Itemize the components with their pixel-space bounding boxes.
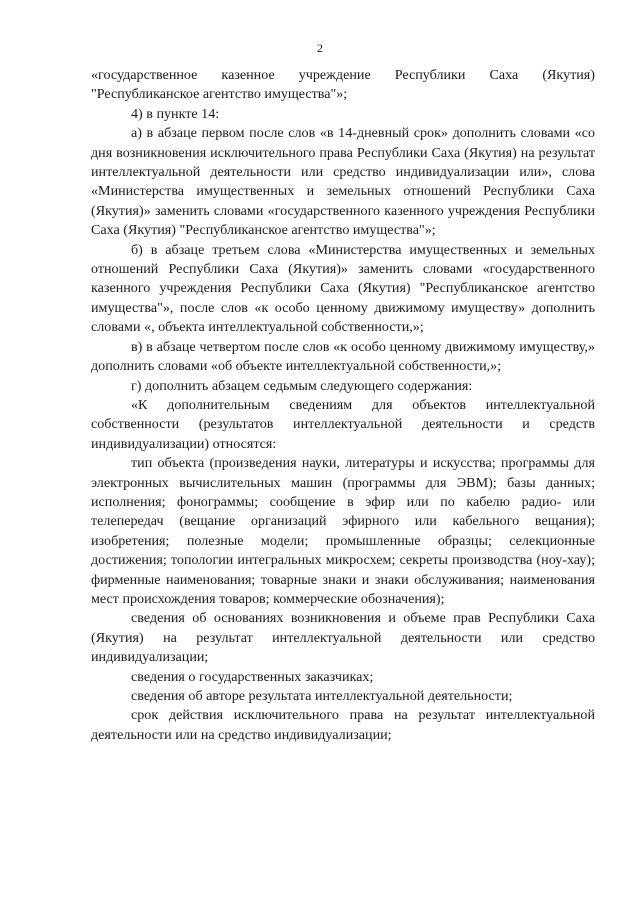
paragraph: «К дополнительным сведениям для объектов интеллектуальной собственности (результатов интеллектуальной деятельности и средств индивидуализации) относятся: xyxy=(91,396,595,452)
paragraph: сведения об авторе результата интеллектуальной деятельности; xyxy=(131,688,513,704)
paragraph: сведения о государственных заказчиках; xyxy=(131,668,374,685)
page-number: 2 xyxy=(317,41,323,55)
paragraph: срок действия исключительного права на результат интеллектуальной деятельности или на средство индивидуализации; xyxy=(91,707,595,743)
paragraph: тип объекта (произведения науки, литературы и искусства; программы для электронных вычислительных машин (программы для ЭВМ); базы данных; исполнения; фонограммы; сообщение в эфир или по кабелю радио- или телепередач (вещание организаций эфирного или кабельного вещания); изобретения; полезные модели; промышленные образцы; селекционные достижения; топологии интегральных микросхем; секреты производства (ноу-хау); фирменные наименования; товарные знаки и знаки обслуживания; наименования мест происхождения товаров; коммерческие обозначения); xyxy=(91,455,595,607)
paragraph: «государственное казенное учреждение Республики Саха (Якутия) "Республиканское агентство имущества"»; xyxy=(91,67,595,103)
paragraph: б) в абзаце третьем слова «Министерства имущественных и земельных отношений Республики Саха (Якутия)» заменить словами «государственного казенного учреждения Республики Саха (Якутия) "Республиканское агентство имущества"», после слов «к особо ценному движимому имуществу» дополнить словами «, объекта интеллектуальной собственности,»; xyxy=(91,241,595,336)
paragraph: 4) в пункте 14: xyxy=(131,105,220,122)
document-body xyxy=(91,66,595,745)
paragraph: сведения об основаниях возникновения и объеме прав Республики Саха (Якутия) на результат интеллектуальной деятельности или средство индивидуализации; xyxy=(91,610,595,666)
paragraph: в) в абзаце четвертом после слов «к особо ценному движимому имуществу,» дополнить словами «об объекте интеллектуальной собственности,»; xyxy=(91,338,595,375)
paragraph: а) в абзаце первом после слов «в 14-дневный срок» дополнить словами «со дня возникновения исключительного права Республики Саха (Якутия) на результат интеллектуальной деятельности или средство индивидуализации или», слова «Министерства имущественных и земельных отношений Республики Саха (Якутия)» заменить словами «государственного казенного учреждения Республики Саха (Якутия) "Республиканское агентство имущества"»; xyxy=(91,125,595,239)
paragraph: г) дополнить абзацем седьмым следующего содержания: xyxy=(131,377,473,394)
